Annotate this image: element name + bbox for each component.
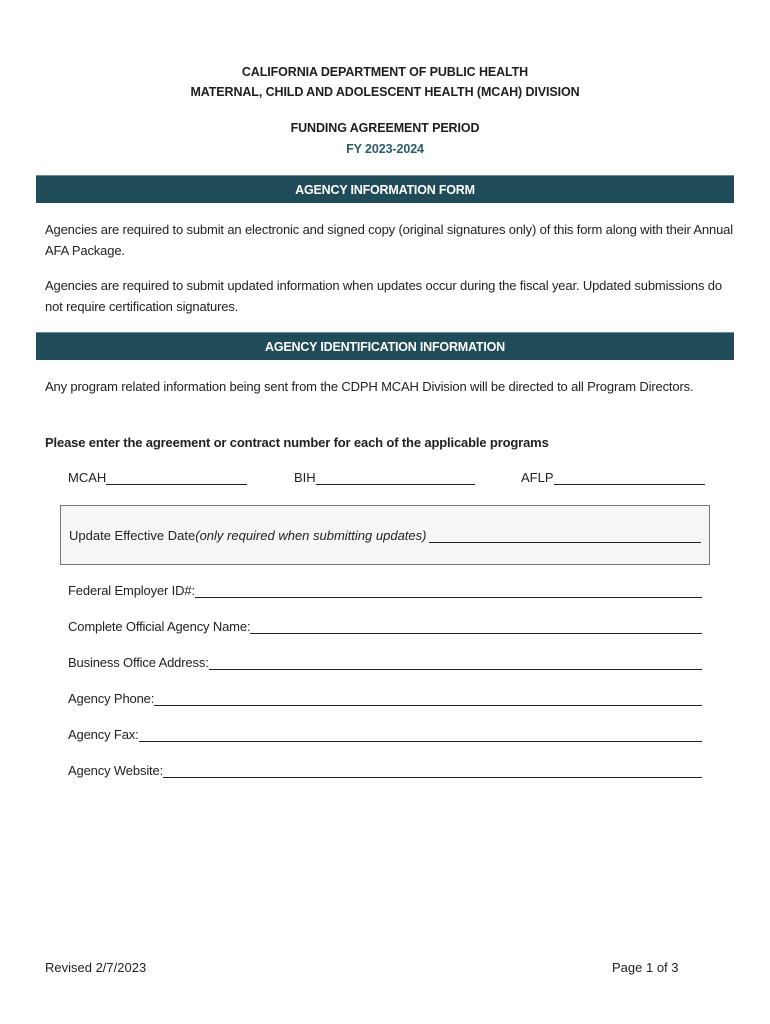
program-field-bih[interactable] (294, 470, 475, 485)
section-bar-agency-information-form (36, 175, 734, 203)
business-address-field (68, 655, 702, 670)
federal-employer-id-input[interactable] (195, 583, 702, 598)
agency-fax-field (68, 727, 702, 742)
business-address-input[interactable] (209, 655, 702, 670)
section-title: AGENCY INFORMATION FORM (295, 182, 475, 197)
program-field-mcah[interactable] (68, 470, 247, 485)
agency-fax-input[interactable] (139, 727, 702, 742)
revised-date: Revised 2/7/2023 (45, 960, 147, 975)
update-effective-date-box (60, 505, 710, 565)
field-label: Business Office Address: (68, 655, 209, 670)
mcah-number-input[interactable] (106, 470, 247, 485)
contract-number-instruction: Please enter the agreement or contract number for each of the applicable programs (45, 435, 549, 450)
bih-number-input[interactable] (316, 470, 475, 485)
aflp-number-input[interactable] (554, 470, 705, 485)
intro-paragraph-2: Agencies are required to submit updated information when updates occur during the fiscal year. Updated submissions do not require certification signatures. (45, 278, 722, 314)
program-field-aflp[interactable] (521, 470, 705, 485)
header-department: CALIFORNIA DEPARTMENT OF PUBLIC HEALTH (241, 65, 529, 79)
field-label: Agency Fax: (68, 727, 139, 742)
header-division: MATERNAL, CHILD AND ADOLESCENT HEALTH (MCAH) DIVISION (190, 85, 580, 99)
fiscal-year: FY 2023-2024 (346, 142, 424, 156)
field-label: Federal Employer ID#: (68, 583, 195, 598)
field-label: Agency Website: (68, 763, 164, 778)
federal-employer-id-field (68, 583, 702, 598)
section-bar-agency-identification (36, 332, 734, 360)
field-label: Agency Phone: (68, 691, 155, 706)
agency-website-input[interactable] (163, 763, 702, 778)
field-label: Complete Official Agency Name: (68, 619, 251, 634)
agency-name-field (68, 619, 702, 634)
agency-phone-field (68, 691, 702, 706)
program-label: BIH (294, 470, 316, 485)
agency-website-field (68, 763, 702, 778)
update-date-label: Update Effective Date (69, 528, 196, 543)
intro-paragraph-1: Agencies are required to submit an electronic and signed copy (original signatures only) of this form along with their Annual AFA Package. (45, 222, 733, 258)
agency-name-input[interactable] (250, 619, 702, 634)
agency-phone-input[interactable] (154, 691, 702, 706)
program-info-paragraph: Any program related information being sent from the CDPH MCAH Division will be directed to all Program Directors. (45, 379, 694, 394)
program-label: MCAH (68, 470, 107, 485)
program-label: AFLP (521, 470, 554, 485)
update-effective-date-input[interactable] (429, 528, 701, 543)
page-number: Page 1 of 3 (612, 960, 679, 975)
update-date-note: (only required when submitting updates) (195, 528, 427, 543)
funding-period-label: FUNDING AGREEMENT PERIOD (290, 121, 480, 135)
section-title: AGENCY IDENTIFICATION INFORMATION (265, 339, 505, 354)
